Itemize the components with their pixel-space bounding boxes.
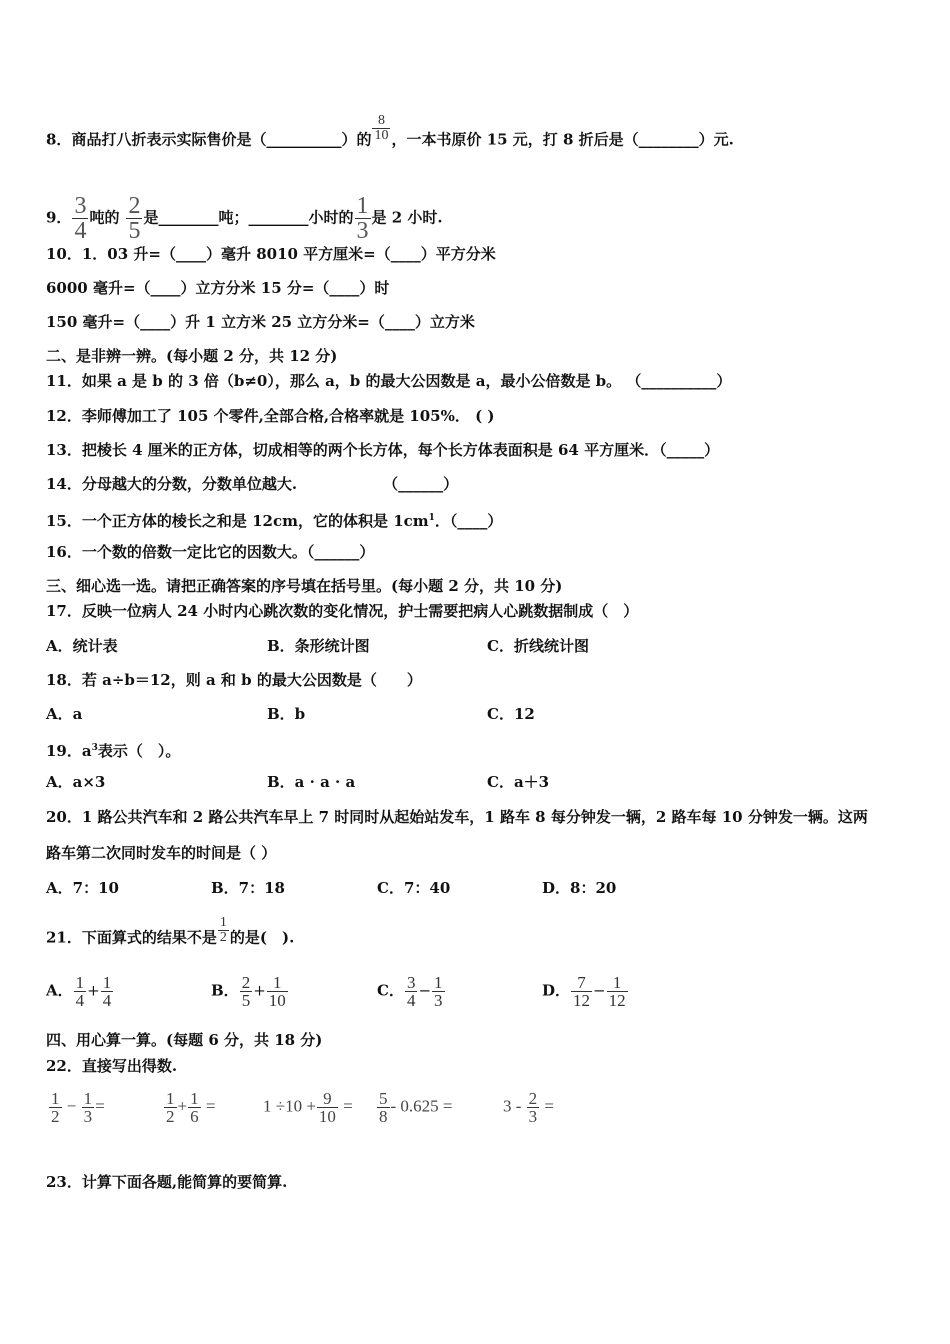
section-heading-4: 四、用心算一算。(每题 6 分，共 18 分) bbox=[46, 1031, 323, 1049]
fraction: $\frac{1}{12}$ bbox=[608, 973, 626, 1010]
section-heading-2: 二、是非辨一辨。(每小题 2 分，共 12 分) bbox=[46, 347, 338, 365]
calc-expression-2: $\frac{1}{2}$ + $\frac{1}{6}$ = bbox=[166, 1089, 216, 1126]
option-c[interactable]: C． $\frac{3}{4}$ − $\frac{1}{3}$ bbox=[377, 973, 443, 1010]
fraction: $\frac{3}{4}$ bbox=[74, 193, 87, 244]
question-20-line2: 路车第二次同时发车的时间是（ ） bbox=[46, 844, 277, 862]
question-23: 23．计算下面各题,能简算的要简算. bbox=[46, 1173, 288, 1191]
question-10-line2: 6000 毫升=（____）立方分米 15 分=（____）时 bbox=[46, 279, 390, 297]
question-20-line1: 20．1 路公共汽车和 2 路公共汽车早上 7 时同时从起始站发车，1 路车 8 每分钟发一辆，2 路车每 10 分钟发一辆。这两 bbox=[46, 808, 868, 826]
question-22: 22．直接写出得数. bbox=[46, 1057, 178, 1075]
option-b[interactable]: B．b bbox=[267, 705, 306, 723]
option-c[interactable]: C．折线统计图 bbox=[487, 637, 589, 655]
fraction: $\frac{1}{3}$ bbox=[434, 973, 443, 1010]
fraction: $\frac{5}{8}$ bbox=[379, 1089, 388, 1126]
fraction: $\frac{1}{3}$ bbox=[356, 193, 369, 244]
question-8: 8．商品打八折表示实际售价是（__________）的 $\frac{8}{10}$ ，一本书原价 15 元，打 8 折后是（________）元. bbox=[46, 113, 734, 149]
fraction: $\frac{7}{12}$ bbox=[573, 973, 591, 1010]
fraction: $\frac{1}{2}$ bbox=[51, 1089, 60, 1126]
fraction: $\frac{2}{5}$ bbox=[128, 193, 141, 244]
answer-blank[interactable]: ________ bbox=[248, 208, 309, 227]
fraction: $\frac{1}{4}$ bbox=[102, 973, 112, 1010]
answer-blank[interactable]: ________ bbox=[638, 130, 699, 149]
option-b[interactable]: B． $\frac{2}{5}$ + $\frac{1}{10}$ bbox=[211, 973, 286, 1010]
section-heading-3: 三、细心选一选。请把正确答案的序号填在括号里。(每小题 2 分，共 10 分) bbox=[46, 577, 563, 595]
option-c[interactable]: C．12 bbox=[487, 705, 535, 723]
option-d[interactable]: D． $\frac{7}{12}$ − $\frac{1}{12}$ bbox=[542, 973, 626, 1010]
option-c[interactable]: C．7：40 bbox=[377, 879, 451, 897]
option-a[interactable]: A．7：10 bbox=[46, 879, 119, 897]
question-14: 14．分母越大的分数，分数单位越大. （______） bbox=[46, 475, 459, 493]
answer-blank[interactable]: ________ bbox=[158, 208, 219, 227]
answer-blank[interactable]: （______） bbox=[383, 475, 459, 493]
fraction: $\frac{1}{4}$ bbox=[75, 973, 85, 1010]
question-19: 19．$a^3$表示（ ）。 bbox=[46, 742, 181, 760]
fraction: $\frac{3}{4}$ bbox=[406, 973, 416, 1010]
question-9: 9． $\frac{3}{4}$ 吨的 $\frac{2}{5}$ 是________吨；________小时的 $\frac{1}{3}$ 是 2 小时. bbox=[46, 193, 443, 244]
option-c[interactable]: C．a＋3 bbox=[487, 773, 550, 791]
fraction: $\frac{2}{5}$ bbox=[241, 973, 251, 1010]
fraction: $\frac{2}{3}$ bbox=[528, 1089, 538, 1126]
question-16: 16．一个数的倍数一定比它的因数大。（______） bbox=[46, 543, 375, 561]
question-10-line3: 150 毫升=（____）升 1 立方米 25 立方分米=（____）立方米 bbox=[46, 313, 475, 331]
fraction: $\frac{1}{3}$ bbox=[83, 1089, 93, 1126]
calc-expression-3: 1 ÷10 + $\frac{9}{10}$ = bbox=[263, 1089, 353, 1126]
calc-expression-5: 3 - $\frac{2}{3}$ = bbox=[503, 1089, 555, 1126]
question-11: 11．如果 a 是 b 的 3 倍（b≠0），那么 a，b 的最大公因数是 a，最小公倍数是 b。 （__________） bbox=[46, 372, 732, 390]
option-d[interactable]: D．8：20 bbox=[542, 879, 617, 897]
question-17: 17．反映一位病人 24 小时内心跳次数的变化情况，护士需要把病人心跳数据制成（ ） bbox=[46, 602, 639, 620]
question-10-line1: 10．1．03 升=（____）毫升 8010 平方厘米=（____）平方分米 bbox=[46, 245, 496, 263]
question-15: 15．一个正方体的棱长之和是 12cm，它的体积是 $1cm^1$．（____） bbox=[46, 512, 503, 530]
calc-expression-1: $\frac{1}{2}$ − $\frac{1}{3}$ = bbox=[51, 1089, 105, 1126]
option-b[interactable]: B．7：18 bbox=[211, 879, 285, 897]
fraction: $\frac{8}{10}$ bbox=[374, 113, 389, 143]
question-12: 12．李师傅加工了 105 个零件,全部合格,合格率就是 105%． ( ) bbox=[46, 407, 495, 425]
option-a[interactable]: A．统计表 bbox=[46, 637, 118, 655]
calc-expression-4: $\frac{5}{8}$ - 0.625 = bbox=[379, 1089, 453, 1126]
question-13: 13．把棱长 4 厘米的正方体，切成相等的两个长方体，每个长方体表面积是 64 平方厘米．（_____） bbox=[46, 441, 720, 459]
fraction: $\frac{1}{2}$ bbox=[219, 915, 227, 945]
fraction: $\frac{1}{2}$ bbox=[166, 1089, 175, 1126]
option-b[interactable]: B．a · a · a bbox=[267, 773, 356, 791]
question-18: 18．若 a÷b＝12，则 a 和 b 的最大公因数是（ ） bbox=[46, 671, 422, 689]
question-21: 21．下面算式的结果不是 $\frac{1}{2}$ 的是( ). bbox=[46, 915, 295, 947]
fraction: $\frac{9}{10}$ bbox=[318, 1089, 336, 1126]
option-a[interactable]: A． $\frac{1}{4}$ + $\frac{1}{4}$ bbox=[46, 973, 112, 1010]
answer-blank[interactable]: __________ bbox=[266, 130, 342, 149]
fraction: $\frac{1}{10}$ bbox=[268, 973, 286, 1010]
option-b[interactable]: B．条形统计图 bbox=[267, 637, 370, 655]
fraction: $\frac{1}{6}$ bbox=[190, 1089, 199, 1126]
option-a[interactable]: A．a×3 bbox=[46, 773, 106, 791]
option-a[interactable]: A．a bbox=[46, 705, 83, 723]
